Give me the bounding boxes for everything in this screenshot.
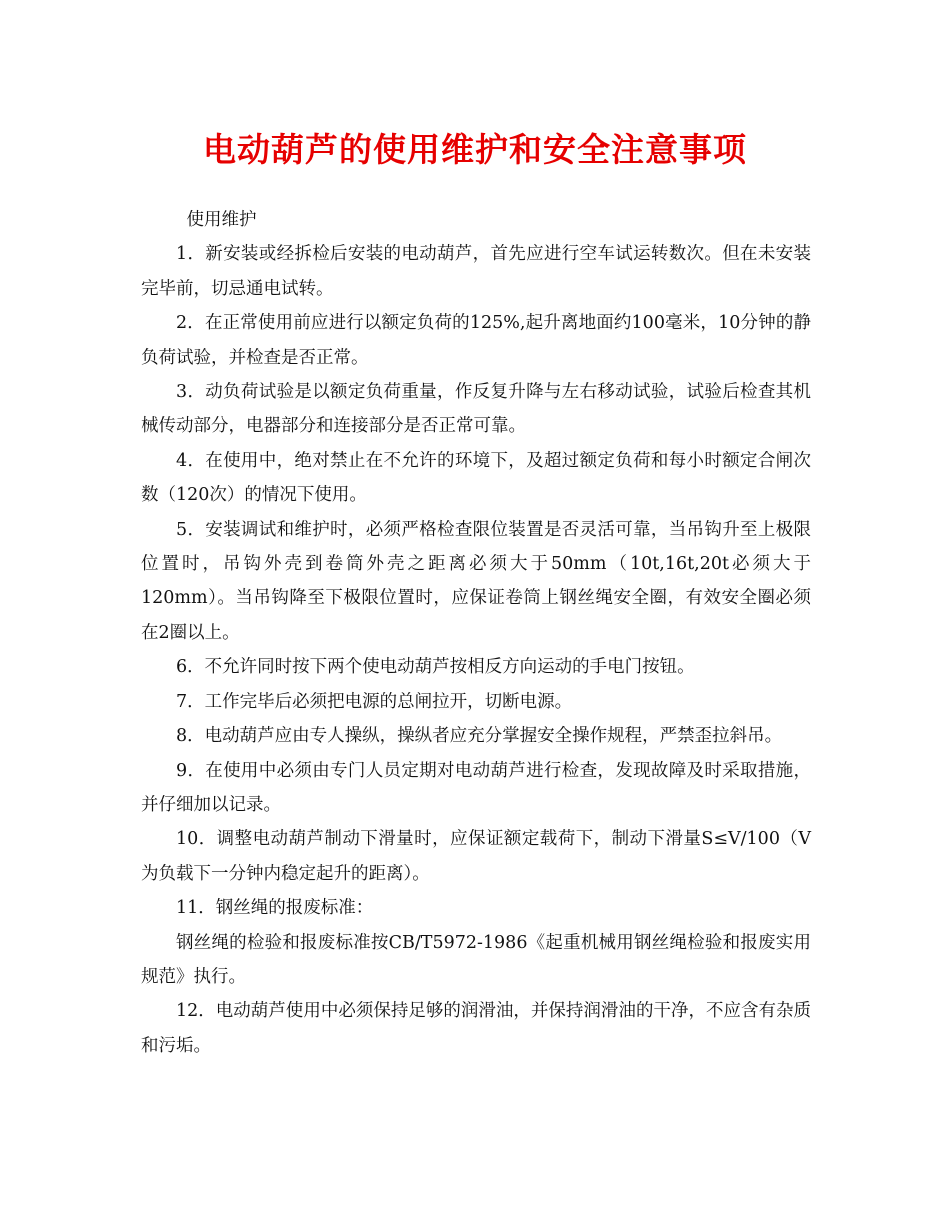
paragraph-11-detail: 钢丝绳的检验和报废标准按CB/T5972-1986《起重机械用钢丝绳检验和报废实用规范》执行。 <box>141 932 811 987</box>
paragraph-7: 7．工作完毕后必须把电源的总闸拉开，切断电源。 <box>176 691 573 712</box>
paragraph-8: 8．电动葫芦应由专人操纵，操纵者应充分掌握安全操作规程，严禁歪拉斜吊。 <box>176 726 783 747</box>
paragraph-4: 4．在使用中，绝对禁止在不允许的环境下，及超过额定负荷和每小时额定合闸次数（120次）的情况下使用。 <box>141 450 811 506</box>
paragraph-10: 10．调整电动葫芦制动下滑量时，应保证额定载荷下，制动下滑量S≤V/100（V为负载下一分钟内稳定起升的距离）。 <box>141 829 811 884</box>
page-title: 电动葫芦的使用维护和安全注意事项 <box>203 130 747 169</box>
paragraph-12: 12．电动葫芦使用中必须保持足够的润滑油，并保持润滑油的干净，不应含有杂质和污垢。 <box>141 1001 811 1056</box>
document-body <box>141 203 811 1063</box>
paragraph-2: 2．在正常使用前应进行以额定负荷的125%,起升离地面约100毫米，10分钟的静负荷试验，并检查是否正常。 <box>141 313 811 368</box>
paragraph-1: 1．新安装或经拆检后安装的电动葫芦，首先应进行空车试运转数次。但在未安装完毕前，切忌通电试转。 <box>141 244 811 299</box>
paragraph-9: 9．在使用中必须由专门人员定期对电动葫芦进行检查，发现故障及时采取措施，并仔细加以记录。 <box>141 760 811 815</box>
paragraph-11: 11．钢丝绳的报废标准： <box>176 898 374 919</box>
paragraph-5: 5．安装调试和维护时，必须严格检查限位装置是否灵活可靠，当吊钩升至上极限位置时，吊钩外壳到卷筒外壳之距离必须大于50mm（10t,16t,20t必须大于120mm）。当吊钩降至下极限位置时，应保证卷筒上钢丝绳安全圈，有效安全圈必须在2圈以上。 <box>141 519 811 643</box>
paragraph-6: 6．不允许同时按下两个使电动葫芦按相反方向运动的手电门按钮。 <box>176 657 695 678</box>
section-heading: 使用维护 <box>186 210 257 230</box>
paragraph-3: 3．动负荷试验是以额定负荷重量，作反复升降与左右移动试验，试验后检查其机械传动部分，电器部分和连接部分是否正常可靠。 <box>141 382 811 437</box>
